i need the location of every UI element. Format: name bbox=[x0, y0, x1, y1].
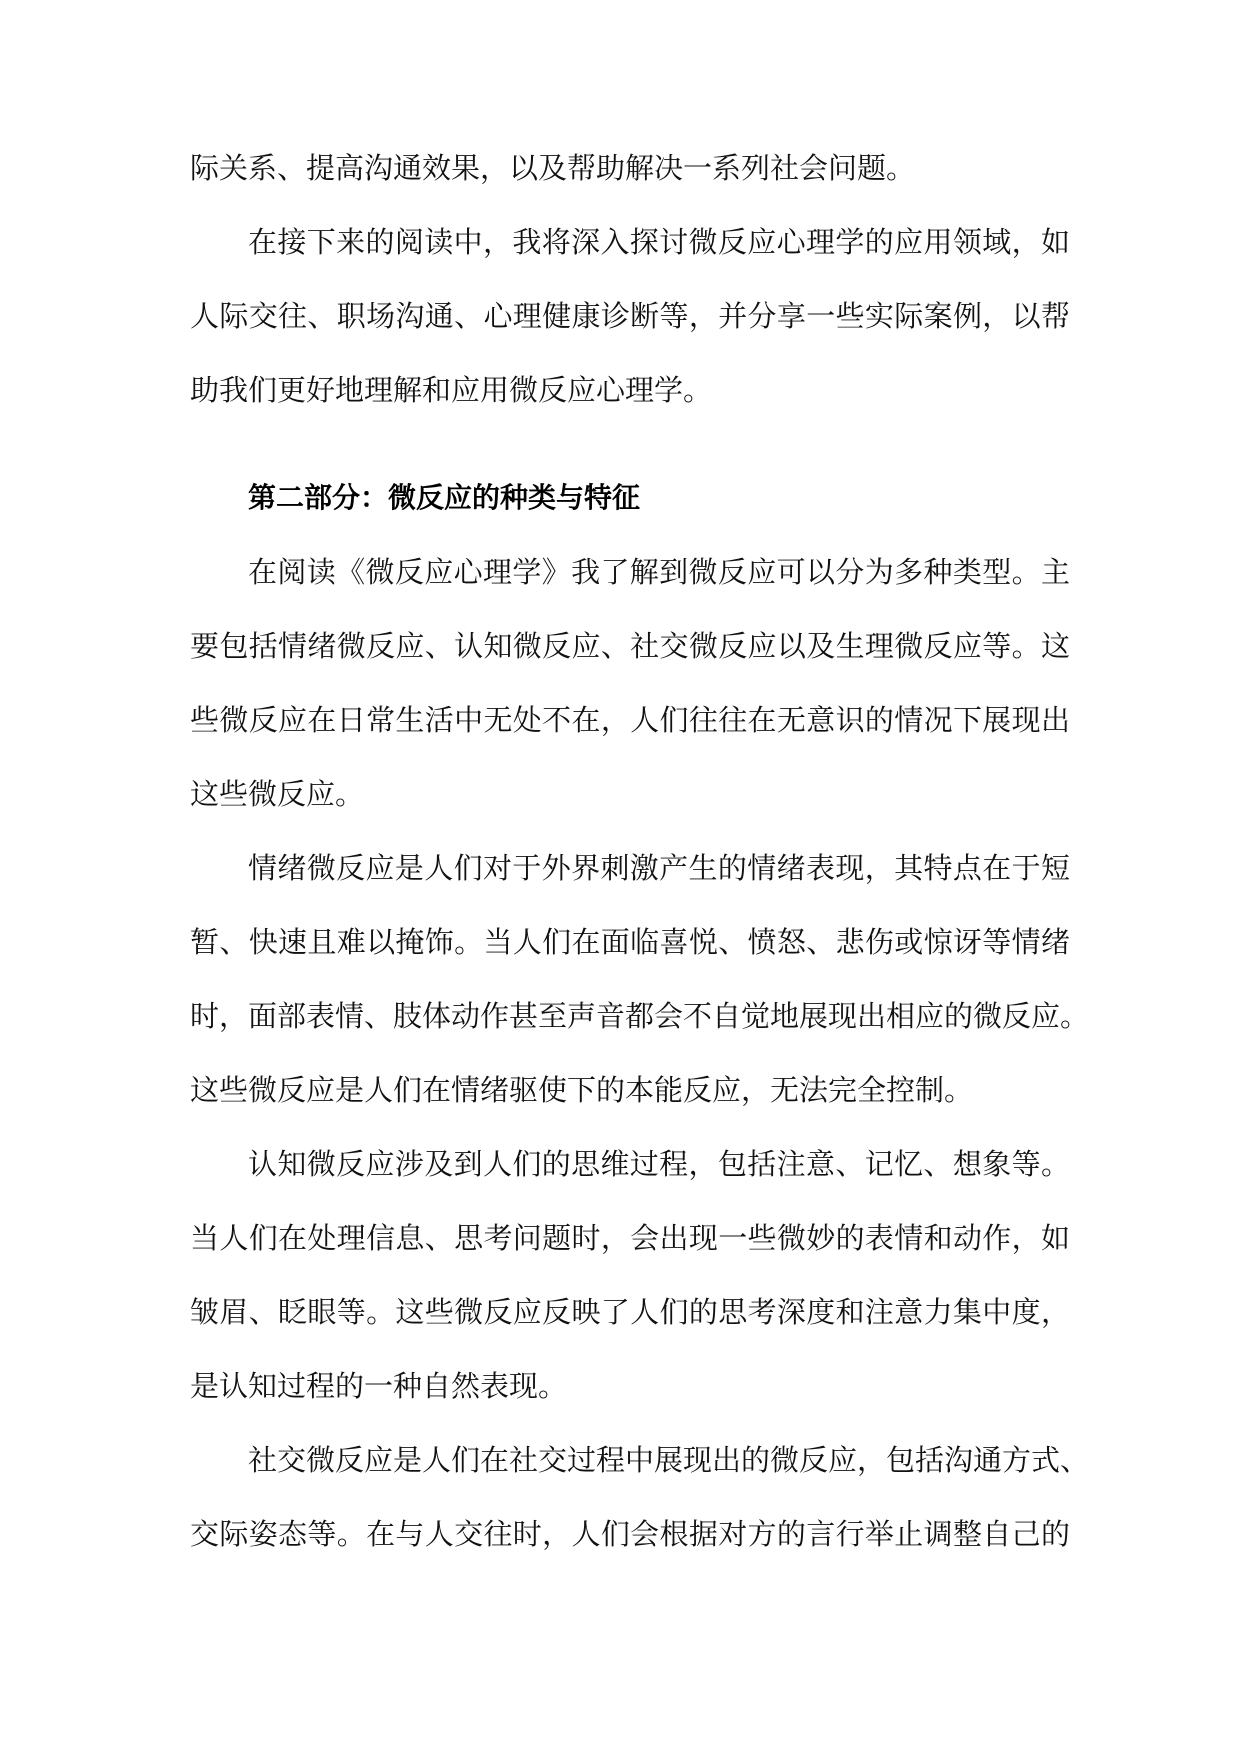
paragraph-emotional-line-4: 这些微反应是人们在情绪驱使下的本能反应，无法完全控制。 bbox=[190, 1073, 974, 1107]
paragraph-next-reading-line-1: 在接下来的阅读中，我将深入探讨微反应心理学的应用领域，如 bbox=[248, 225, 1070, 259]
paragraph-cognitive-line-4: 是认知过程的一种自然表现。 bbox=[190, 1369, 568, 1403]
paragraph-intro-tail-line-1: 际关系、提高沟通效果，以及帮助解决一系列社会问题。 bbox=[190, 151, 916, 185]
paragraph-social-line-1: 社交微反应是人们在社交过程中展现出的微反应，包括沟通方式、 bbox=[248, 1443, 1090, 1477]
paragraph-cognitive-line-1: 认知微反应涉及到人们的思维过程，包括注意、记忆、想象等。 bbox=[248, 1147, 1070, 1181]
section-heading: 第二部分：微反应的种类与特征 bbox=[248, 481, 641, 514]
paragraph-cognitive-line-2: 当人们在处理信息、思考问题时，会出现一些微妙的表情和动作，如 bbox=[190, 1221, 1070, 1255]
paragraph-types-line-4: 这些微反应。 bbox=[190, 777, 365, 811]
paragraph-next-reading-line-3: 助我们更好地理解和应用微反应心理学。 bbox=[190, 373, 713, 407]
paragraph-emotional-line-3: 时，面部表情、肢体动作甚至声音都会不自觉地展现出相应的微反应。 bbox=[190, 999, 1090, 1033]
paragraph-emotional-line-1: 情绪微反应是人们对于外界刺激产生的情绪表现，其特点在于短 bbox=[248, 851, 1070, 885]
paragraph-types-line-2: 要包括情绪微反应、认知微反应、社交微反应以及生理微反应等。这 bbox=[190, 629, 1070, 663]
paragraph-types-line-3: 些微反应在日常生活中无处不在，人们往往在无意识的情况下展现出 bbox=[190, 703, 1070, 737]
paragraph-social-line-2: 交际姿态等。在与人交往时，人们会根据对方的言行举止调整自己的 bbox=[190, 1517, 1070, 1551]
paragraph-next-reading-line-2: 人际交往、职场沟通、心理健康诊断等，并分享一些实际案例，以帮 bbox=[190, 299, 1070, 333]
paragraph-types-line-1: 在阅读《微反应心理学》我了解到微反应可以分为多种类型。主 bbox=[248, 555, 1070, 589]
paragraph-cognitive-line-3: 皱眉、眨眼等。这些微反应反映了人们的思考深度和注意力集中度， bbox=[190, 1295, 1070, 1329]
paragraph-emotional-line-2: 暂、快速且难以掩饰。当人们在面临喜悦、愤怒、悲伤或惊讶等情绪 bbox=[190, 925, 1070, 959]
